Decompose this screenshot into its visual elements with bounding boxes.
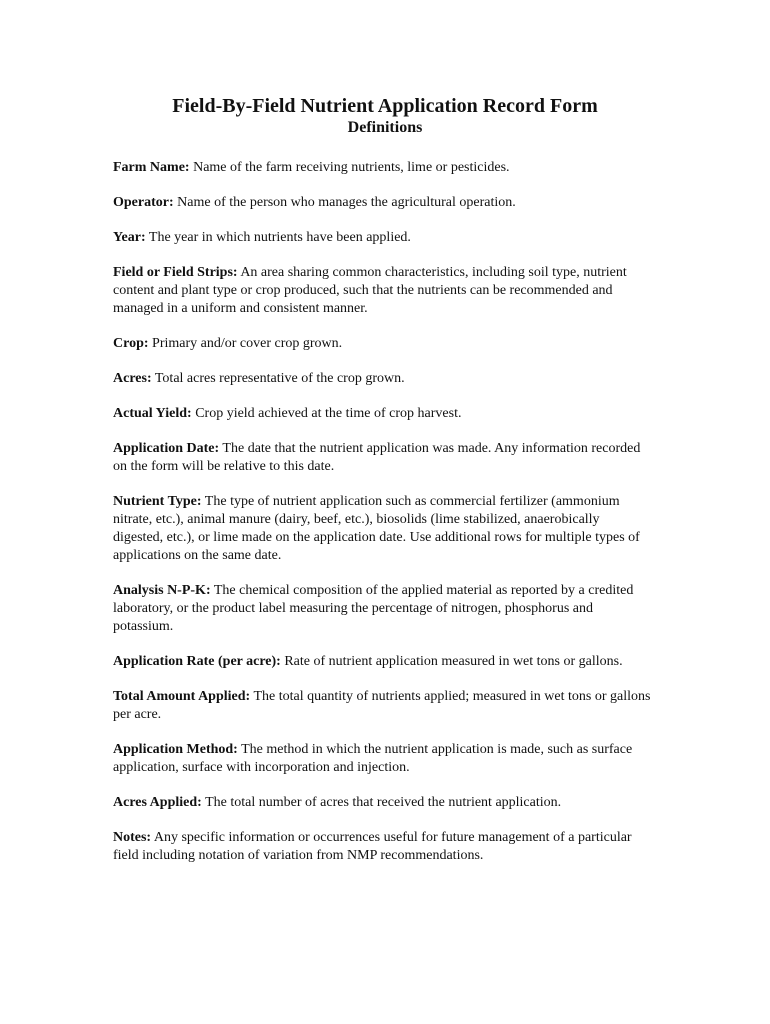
definition-text: Primary and/or cover crop grown. [152, 336, 343, 351]
definition-text: The type of nutrient application such as commercial fertilizer (ammonium nitrate, etc.), animal manure (dairy, beef, etc.), biosolids (lime stabilized, anaerobically digested, etc.), or lime made on the application date. Use additional rows for multiple types of applications on the same date. [113, 494, 640, 563]
definition-term: Year: [113, 230, 146, 245]
definition-application-date [113, 440, 653, 476]
definition-total-amount-applied [113, 688, 653, 724]
definition-text: Name of the person who manages the agricultural operation. [177, 195, 516, 210]
definition-term: Application Rate (per acre): [113, 654, 281, 669]
definition-actual-yield [113, 405, 653, 423]
definition-analysis-npk [113, 582, 653, 636]
definition-term: Acres Applied: [113, 795, 202, 810]
definition-text: The total quantity of nutrients applied; measured in wet tons or gallons per acre. [113, 689, 651, 722]
definition-term: Nutrient Type: [113, 494, 202, 509]
definition-text: Any specific information or occurrences useful for future management of a particular field including notation of variation from NMP recommendations. [113, 830, 632, 863]
definition-text: The date that the nutrient application was made. Any information recorded on the form will be relative to this date. [113, 441, 641, 474]
page-subtitle: Definitions [347, 119, 423, 136]
definition-application-method [113, 741, 653, 777]
definition-acres-applied [113, 794, 653, 812]
definition-term: Application Method: [113, 742, 238, 757]
definition-nutrient-type [113, 493, 653, 565]
definition-term: Actual Yield: [113, 406, 192, 421]
definition-term: Operator: [113, 195, 174, 210]
definition-text: The year in which nutrients have been applied. [148, 230, 411, 245]
definition-operator [113, 194, 653, 212]
definition-term: Farm Name: [113, 160, 190, 175]
definition-crop [113, 335, 653, 353]
definitions-list [113, 159, 653, 865]
definition-farm-name [113, 159, 653, 177]
definition-application-rate [113, 653, 653, 671]
definition-term: Application Date: [113, 441, 220, 456]
definition-text: Rate of nutrient application measured in wet tons or gallons. [284, 654, 623, 669]
definition-text: Total acres representative of the crop grown. [154, 371, 405, 386]
definition-notes [113, 829, 653, 865]
definition-term: Acres: [113, 371, 152, 386]
definition-text: The chemical composition of the applied material as reported by a credited laboratory, or the product label measuring the percentage of nitrogen, phosphorus and potassium. [113, 583, 634, 634]
definition-year [113, 229, 653, 247]
definition-text: The method in which the nutrient application is made, such as surface application, surface with incorporation and injection. [113, 742, 633, 775]
definition-text: Name of the farm receiving nutrients, lime or pesticides. [193, 160, 510, 175]
definition-term: Notes: [113, 830, 152, 845]
definition-text: The total number of acres that received the nutrient application. [205, 795, 562, 810]
definition-text: An area sharing common characteristics, including soil type, nutrient content and plant type or crop produced, such that the nutrients can be recommended and managed in a uniform and consistent manner. [113, 265, 627, 316]
definition-field-or-field-strips [113, 264, 653, 318]
page-title: Field-By-Field Nutrient Application Record Form [172, 95, 598, 117]
definition-term: Crop: [113, 336, 149, 351]
definition-text: Crop yield achieved at the time of crop harvest. [195, 406, 462, 421]
definition-term: Total Amount Applied: [113, 689, 251, 704]
definition-term: Analysis N-P-K: [113, 583, 211, 598]
definition-acres [113, 370, 653, 388]
definition-term: Field or Field Strips: [113, 265, 238, 280]
